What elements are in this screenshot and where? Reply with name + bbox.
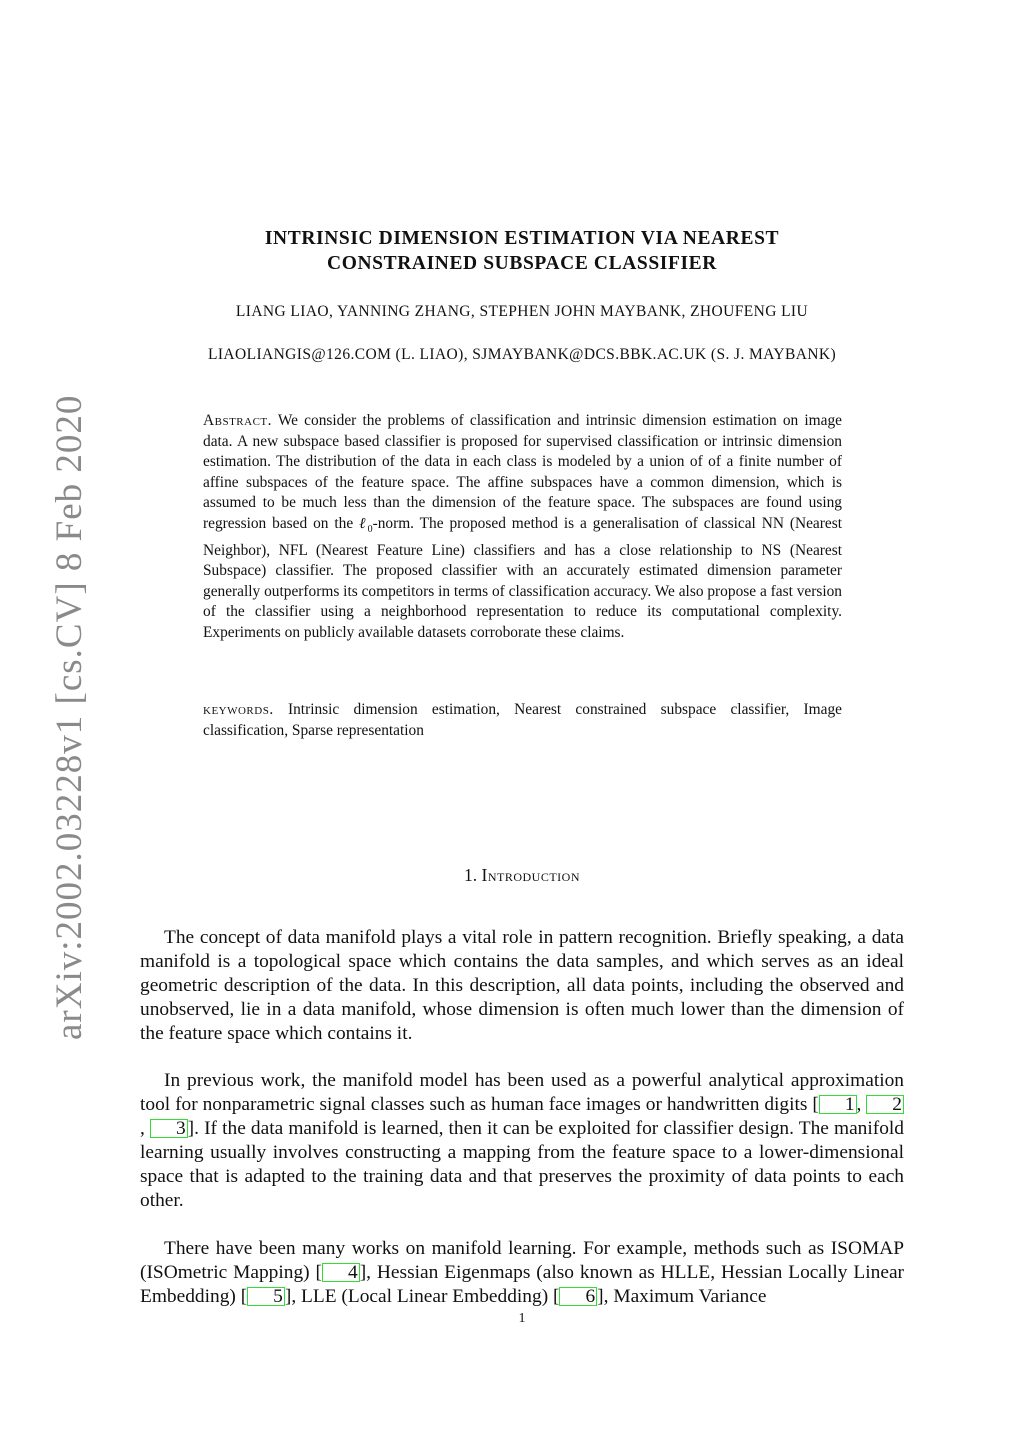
intro-paragraph-2 <box>140 1069 904 1214</box>
section-title: Introduction <box>481 865 580 885</box>
l0-norm-symbol <box>359 514 373 536</box>
abstract-text-part1: We consider the problems of classification and intrinsic dimension estimation on image data. A new subspace based classifier is proposed for supervised classification or intrinsic dimension estimation. The distribution of the data in each class is modeled by a union of of a finite number of affine subspaces of the feature space. The affine subspaces have a common dimension, which is assumed to be much less than the dimension of the feature space. The subspaces are found using regression based on the <box>203 412 842 532</box>
keywords-text: Intrinsic dimension estimation, Nearest constrained subspace classifier, Image classification, Sparse representation <box>203 701 842 739</box>
p2-text-end: ]. If the data manifold is learned, then it can be exploited for classifier design. The manifold learning usually involves constructing a mapping from the feature space to a lower-dimensional space that is adapted to the training data and that preserves the proximity of data points to each other. <box>140 1118 904 1212</box>
citation-link-6[interactable]: 6 <box>559 1287 597 1306</box>
arxiv-identifier-stamp: arXiv:2002.03228v1 [cs.CV] 8 Feb 2020 <box>49 394 90 1040</box>
cite-separator: , <box>140 1118 150 1140</box>
citation-link-5[interactable]: 5 <box>247 1287 285 1306</box>
abstract <box>203 411 842 644</box>
ell-symbol: ℓ <box>359 514 368 532</box>
citation-link-3[interactable]: 3 <box>150 1119 188 1138</box>
p3-text-part1: There have been many works on manifold learning. For example, methods such as ISOMAP (ISOmetric Mapping) [ <box>140 1238 904 1284</box>
page-number: 1 <box>518 1311 526 1326</box>
p2-text-start: In previous work, the manifold model has been used as a powerful analytical approximation tool for nonparametric signal classes such as human face images or handwritten digits [ <box>140 1070 904 1116</box>
p3-text-part2: ], Hessian Eigenmaps (also known as HLLE, Hessian Locally Linear Embedding) [ <box>140 1262 905 1308</box>
section-heading-introduction <box>140 865 904 886</box>
intro-paragraph-1: The concept of data manifold plays a vital role in pattern recognition. Briefly speaking, a data manifold is a topological space which contains the data samples, and which serves as an ideal geometric description of the data. In this description, all data points, including the observed and unobserved, lie in a data manifold, whose dimension is often much lower than the dimension of the feature space which contains it. <box>140 927 904 1045</box>
intro-paragraph-3 <box>140 1237 904 1309</box>
paper-title <box>180 226 864 276</box>
citation-link-4[interactable]: 4 <box>322 1263 360 1282</box>
section-number: 1. <box>464 865 478 885</box>
p3-text-part4: ], Maximum Variance <box>597 1286 767 1308</box>
author-list: LIANG LIAO, YANNING ZHANG, STEPHEN JOHN MAYBANK, ZHOUFENG LIU <box>235 303 809 320</box>
title-line-2: CONSTRAINED SUBSPACE CLASSIFIER <box>327 253 717 274</box>
abstract-label: Abstract. <box>203 412 272 429</box>
author-emails: LIAOLIANGIS@126.COM (L. LIAO), SJMAYBANK@DCS.BBK.AC.UK (S. J. MAYBANK) <box>207 346 837 363</box>
p3-text-part3: ], LLE (Local Linear Embedding) [ <box>284 1286 560 1308</box>
title-line-1: INTRINSIC DIMENSION ESTIMATION VIA NEAREST <box>264 228 780 249</box>
keywords-label: keywords. <box>203 701 274 718</box>
norm-subscript: 0 <box>367 524 373 536</box>
keywords <box>203 700 842 741</box>
cite-separator: , <box>856 1094 867 1116</box>
abstract-text-part2: -norm. The proposed method is a generalisation of classical NN (Nearest Neighbor), NFL (Nearest Feature Line) classifiers and has a close relationship to NS (Nearest Subspace) classifier. The proposed classifier with an accurately estimated dimension parameter generally outperforms its competitors in terms of classification accuracy. We also propose a fast version of the classifier using a neighborhood representation to reduce its computational complexity. Experiments on publicly available datasets corroborate these claims. <box>203 514 842 642</box>
citation-link-2[interactable]: 2 <box>866 1095 904 1114</box>
citation-link-1[interactable]: 1 <box>819 1095 857 1114</box>
